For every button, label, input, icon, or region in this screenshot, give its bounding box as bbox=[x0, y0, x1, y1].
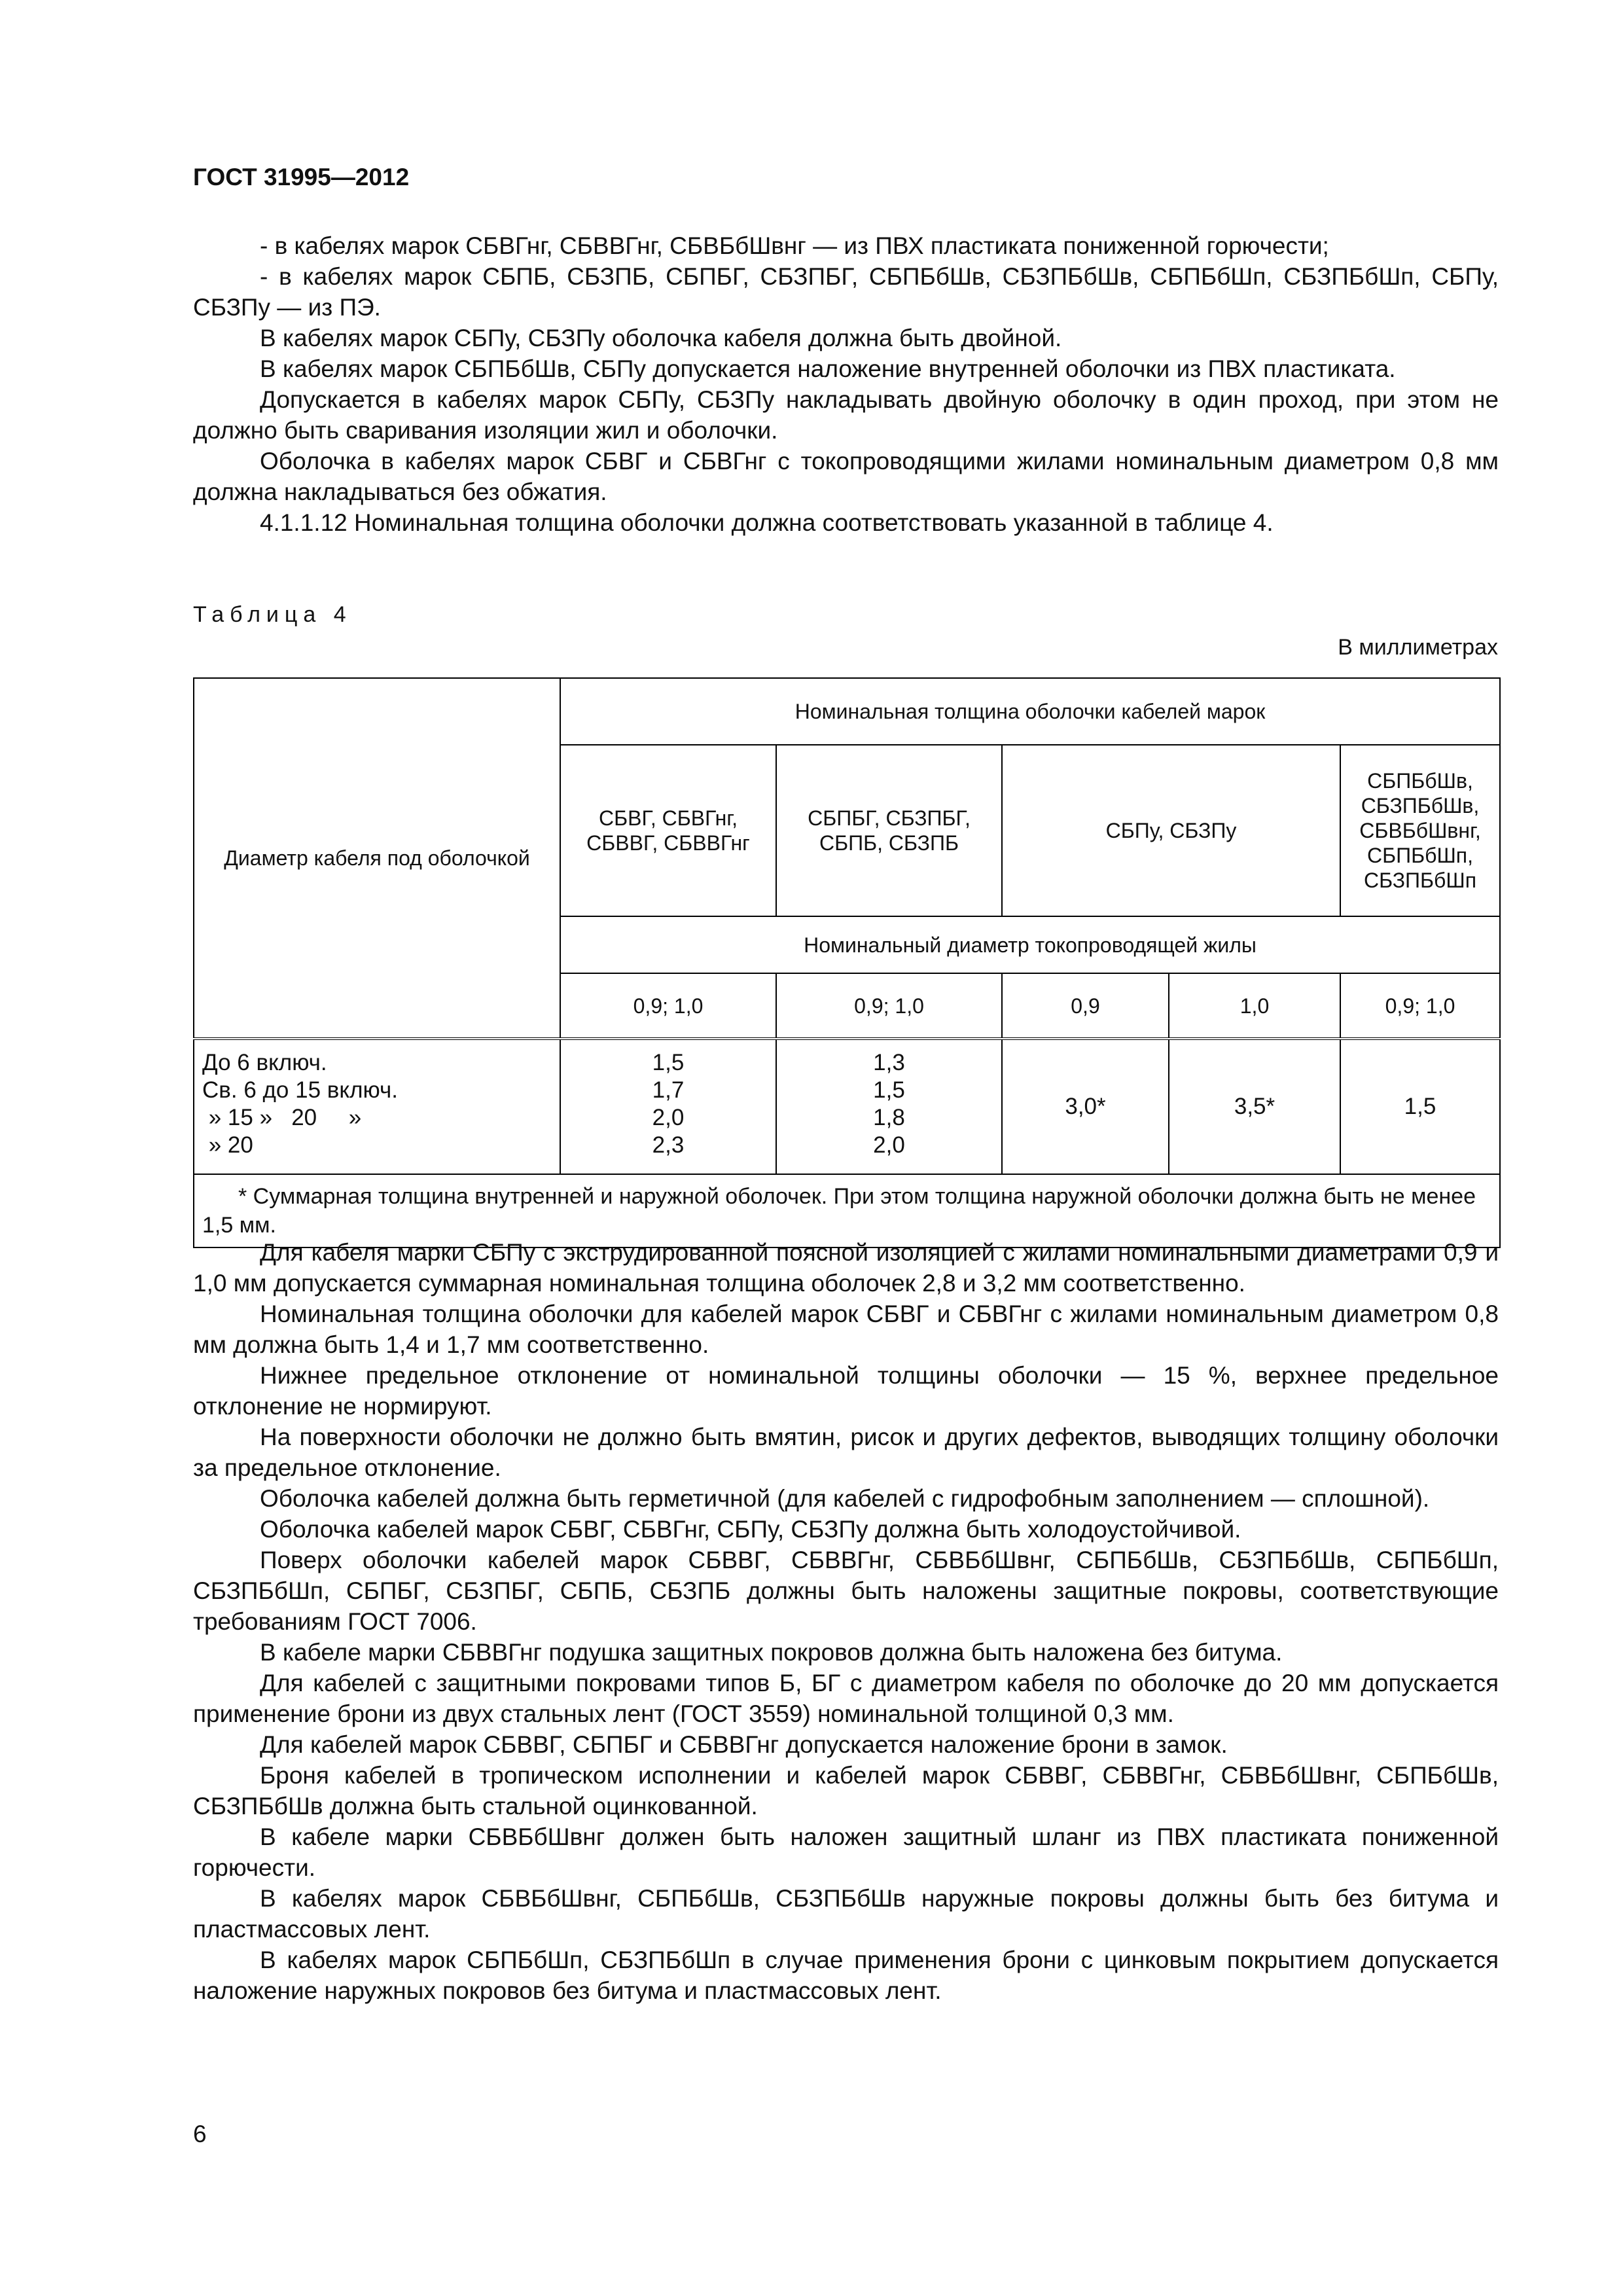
paragraph: В кабелях марок СБПБбШв, СБПу допускается наложение внутренней оболочки из ПВХ пластиката. bbox=[260, 355, 1396, 382]
group-header-cell: Номинальная толщина оболочки кабелей марок bbox=[560, 678, 1500, 745]
paragraph: 4.1.1.12 Номинальная толщина оболочки должна соответствовать указанной в таблице 4. bbox=[260, 509, 1274, 536]
values-cell: 3,5* bbox=[1169, 1039, 1340, 1174]
diameter-header-cell: Номинальный диаметр токопроводящей жилы bbox=[560, 916, 1500, 973]
diameter-value-cell: 0,9; 1,0 bbox=[560, 973, 776, 1039]
table-caption: Таблица 4 bbox=[193, 602, 352, 627]
paragraph: Для кабелей с защитными покровами типов Б, БГ с диаметром кабеля по оболочке до 20 мм допускается применение брони из двух стальных лент (ГОСТ 3559) номинальной толщиной 0,3 мм. bbox=[193, 1670, 1499, 1727]
paragraph: Нижнее предельное отклонение от номинальной толщины оболочки — 15 %, верхнее предельное отклонение не нормируют. bbox=[193, 1362, 1499, 1420]
row-labels-cell: До 6 включ. Св. 6 до 15 включ. » 15 » 20 » » 20 bbox=[194, 1039, 560, 1174]
thickness-table bbox=[193, 677, 1501, 1248]
paragraph: В кабелях марок СБПу, СБЗПу оболочка кабеля должна быть двойной. bbox=[260, 325, 1062, 351]
diameter-value-cell: 0,9 bbox=[1002, 973, 1169, 1039]
table-units: В миллиметрах bbox=[1338, 635, 1498, 660]
values-cell: 1,3 1,5 1,8 2,0 bbox=[776, 1039, 1002, 1174]
brand-header-cell: СБВГ, СБВГнг, СБВВГ, СБВВГнг bbox=[560, 745, 776, 916]
paragraph: Номинальная толщина оболочки для кабелей марок СБВГ и СБВГнг с жилами номинальным диаметром 0,8 мм должна быть 1,4 и 1,7 мм соответственно. bbox=[193, 1300, 1499, 1358]
paragraph: В кабелях марок СБВБбШвнг, СБПБбШв, СБЗПБбШв наружные покровы должны быть без битума и пластмассовых лент. bbox=[193, 1885, 1499, 1943]
paragraph: Оболочка в кабелях марок СБВГ и СБВГнг с токопроводящими жилами номинальным диаметром 0,8 мм должна накладываться без обжатия. bbox=[193, 448, 1499, 505]
paragraph: - в кабелях марок СБВГнг, СБВВГнг, СБВБбШвнг — из ПВХ пластиката пониженной горючести; bbox=[260, 232, 1329, 259]
brand-header-cell: СБПБбШв, СБЗПБбШв, СБВБбШвнг, СБПБбШп, СБЗПБбШп bbox=[1340, 745, 1500, 916]
table-footnote: * Суммарная толщина внутренней и наружной оболочек. При этом толщина наружной оболочки должна быть не менее 1,5 мм. bbox=[194, 1174, 1500, 1247]
brand-header-cell: СБПБГ, СБЗПБГ, СБПБ, СБЗПБ bbox=[776, 745, 1002, 916]
diameter-value-cell: 0,9; 1,0 bbox=[1340, 973, 1500, 1039]
paragraph: Для кабелей марок СБВВГ, СБПБГ и СБВВГнг допускается наложение брони в замок. bbox=[260, 1731, 1228, 1758]
body-text-bottom bbox=[193, 1237, 1499, 2006]
paragraph: Для кабеля марки СБПу с экструдированной поясной изоляцией с жилами номинальными диаметрами 0,9 и 1,0 мм допускается суммарная номинальная толщина оболочек 2,8 и 3,2 мм соответственно. bbox=[193, 1239, 1499, 1297]
page-number: 6 bbox=[193, 2121, 207, 2147]
values-cell: 1,5 bbox=[1340, 1039, 1500, 1174]
paragraph: Поверх оболочки кабелей марок СБВВГ, СБВВГнг, СБВБбШвнг, СБПБбШв, СБЗПБбШв, СБПБбШп, СБЗПБбШп, СБПБГ, СБЗПБГ, СБПБ, СБЗПБ должны быть наложены защитные покровы, соответствующие требованиям ГОСТ 7006. bbox=[193, 1547, 1499, 1635]
paragraph: Допускается в кабелях марок СБПу, СБЗПу накладывать двойную оболочку в один проход, при этом не должно быть сваривания изоляции жил и оболочки. bbox=[193, 386, 1499, 444]
paragraph: Броня кабелей в тропическом исполнении и кабелей марок СБВВГ, СБВВГнг, СБВБбШвнг, СБПБбШв, СБЗПБбШв должна быть стальной оцинкованной. bbox=[193, 1762, 1499, 1820]
paragraph: На поверхности оболочки не должно быть вмятин, рисок и других дефектов, выводящих толщину оболочки за предельное отклонение. bbox=[193, 1424, 1499, 1481]
paragraph: В кабелях марок СБПБбШп, СБЗПБбШп в случае применения брони с цинковым покрытием допускается наложение наружных покровов без битума и пластмассовых лент. bbox=[193, 1946, 1499, 2004]
paragraph: В кабеле марки СБВБбШвнг должен быть наложен защитный шланг из ПВХ пластиката пониженной горючести. bbox=[193, 1823, 1499, 1881]
values-cell: 1,5 1,7 2,0 2,3 bbox=[560, 1039, 776, 1174]
values-cell: 3,0* bbox=[1002, 1039, 1169, 1174]
diameter-value-cell: 0,9; 1,0 bbox=[776, 973, 1002, 1039]
brand-header-cell: СБПу, СБЗПу bbox=[1002, 745, 1340, 916]
paragraph: Оболочка кабелей должна быть герметичной (для кабелей с гидрофобным заполнением — сплошной). bbox=[260, 1485, 1430, 1512]
paragraph: В кабеле марки СБВВГнг подушка защитных покровов должна быть наложена без битума. bbox=[260, 1639, 1283, 1666]
diameter-value-cell: 1,0 bbox=[1169, 973, 1340, 1039]
paragraph: - в кабелях марок СБПБ, СБЗПБ, СБПБГ, СБЗПБГ, СБПБбШв, СБЗПБбШв, СБПБбШп, СБЗПБбШп, СБПу, СБЗПу — из ПЭ. bbox=[193, 263, 1499, 321]
paragraph: Оболочка кабелей марок СБВГ, СБВГнг, СБПу, СБЗПу должна быть холодоустойчивой. bbox=[260, 1516, 1241, 1543]
document-header: ГОСТ 31995—2012 bbox=[193, 164, 410, 190]
row-header-cell: Диаметр кабеля под оболочкой bbox=[194, 678, 560, 1039]
body-text-top bbox=[193, 230, 1499, 538]
